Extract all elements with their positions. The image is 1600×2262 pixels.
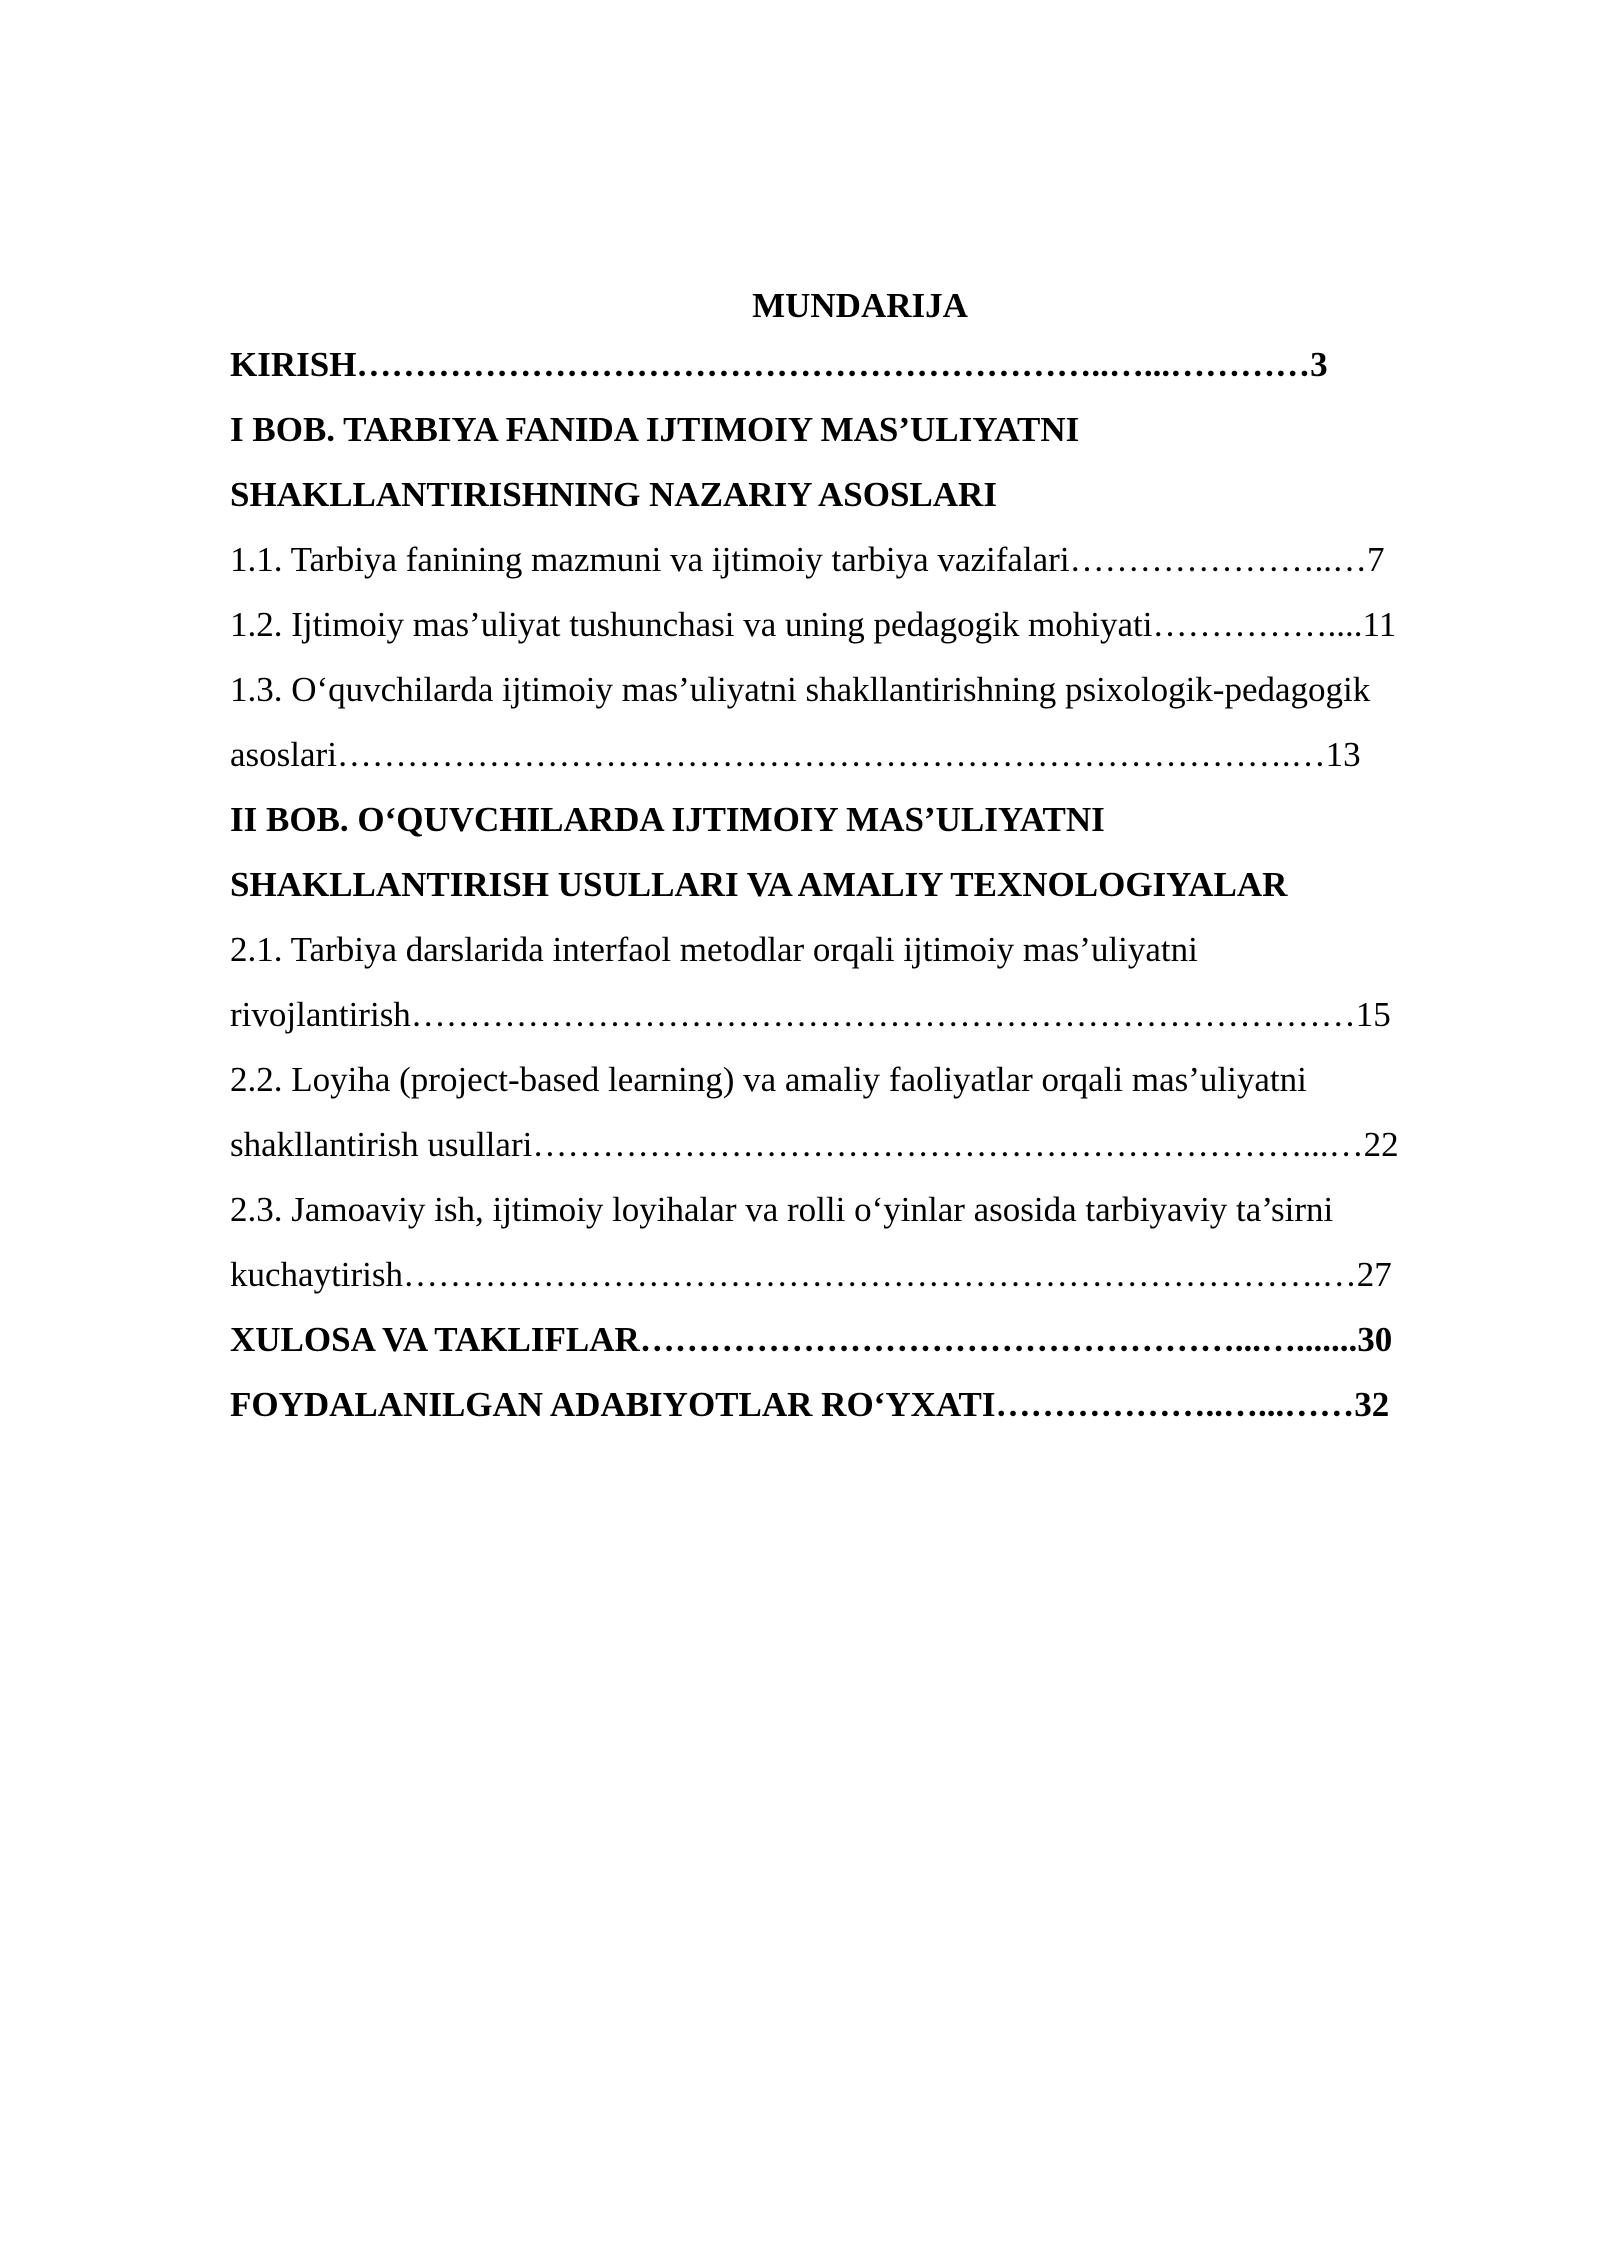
toc-entry-1-3-line-2: asoslari……………………………………………………………………….…13 xyxy=(230,735,1361,774)
toc-chapter-2-title-line-2: SHAKLLANTIRISH USULLARI VA AMALIY TEXNOLOGIYALAR xyxy=(230,865,1288,904)
toc-entry-2-3-line-2: kuchaytirish…………………………………………………………………….…27 xyxy=(230,1255,1392,1294)
toc-chapter-2-title-line-1: II BOB. O‘QUVCHILARDA IJTIMOIY MAS’ULIYATNI xyxy=(230,800,1105,839)
toc-entry-2-2-line-1: 2.2. Loyiha (project-based learning) va amaliy faoliyatlar orqali mas’uliyatni xyxy=(230,1060,1307,1099)
table-of-contents xyxy=(230,280,1490,1437)
toc-entry-1-3-line-1: 1.3. O‘quvchilarda ijtimoiy mas’uliyatni shakllantirishning psixologik-pedagogik xyxy=(230,670,1371,709)
toc-entry-2-3-line-1: 2.3. Jamoaviy ish, ijtimoiy loyihalar va rolli o‘yinlar asosida tarbiyaviy ta’sirni xyxy=(230,1190,1334,1229)
toc-entry-references: FOYDALANILGAN ADABIYOTLAR RO‘YXATI………………..…...……32 xyxy=(230,1385,1390,1424)
toc-entry-2-1-line-1: 2.1. Tarbiya darslarida interfaol metodlar orqali ijtimoiy mas’uliyatni xyxy=(230,930,1198,969)
toc-entry-1-1: 1.1. Tarbiya fanining mazmuni va ijtimoiy tarbiya vazifalari…………………..…7 xyxy=(230,540,1385,579)
toc-entry-conclusion: XULOSA VA TAKLIFLAR……………………………………………...….......30 xyxy=(230,1320,1393,1359)
page-title: MUNDARIJA xyxy=(752,286,968,325)
toc-entry-introduction: KIRISH………………………………………………………..…...…………3 xyxy=(230,345,1328,384)
toc-entry-2-2-line-2: shakllantirish usullari…………………………………………………………...…22 xyxy=(230,1125,1399,1164)
toc-entry-1-2: 1.2. Ijtimoiy mas’uliyat tushunchasi va uning pedagogik mohiyati……………....11 xyxy=(230,605,1397,644)
toc-entry-2-1-line-2: rivojlantirish………………………………………………………………………15 xyxy=(230,995,1391,1034)
toc-chapter-1-title-line-1: I BOB. TARBIYA FANIDA IJTIMOIY MAS’ULIYATNI xyxy=(230,410,1080,449)
toc-chapter-1-title-line-2: SHAKLLANTIRISHNING NAZARIY ASOSLARI xyxy=(230,475,997,514)
